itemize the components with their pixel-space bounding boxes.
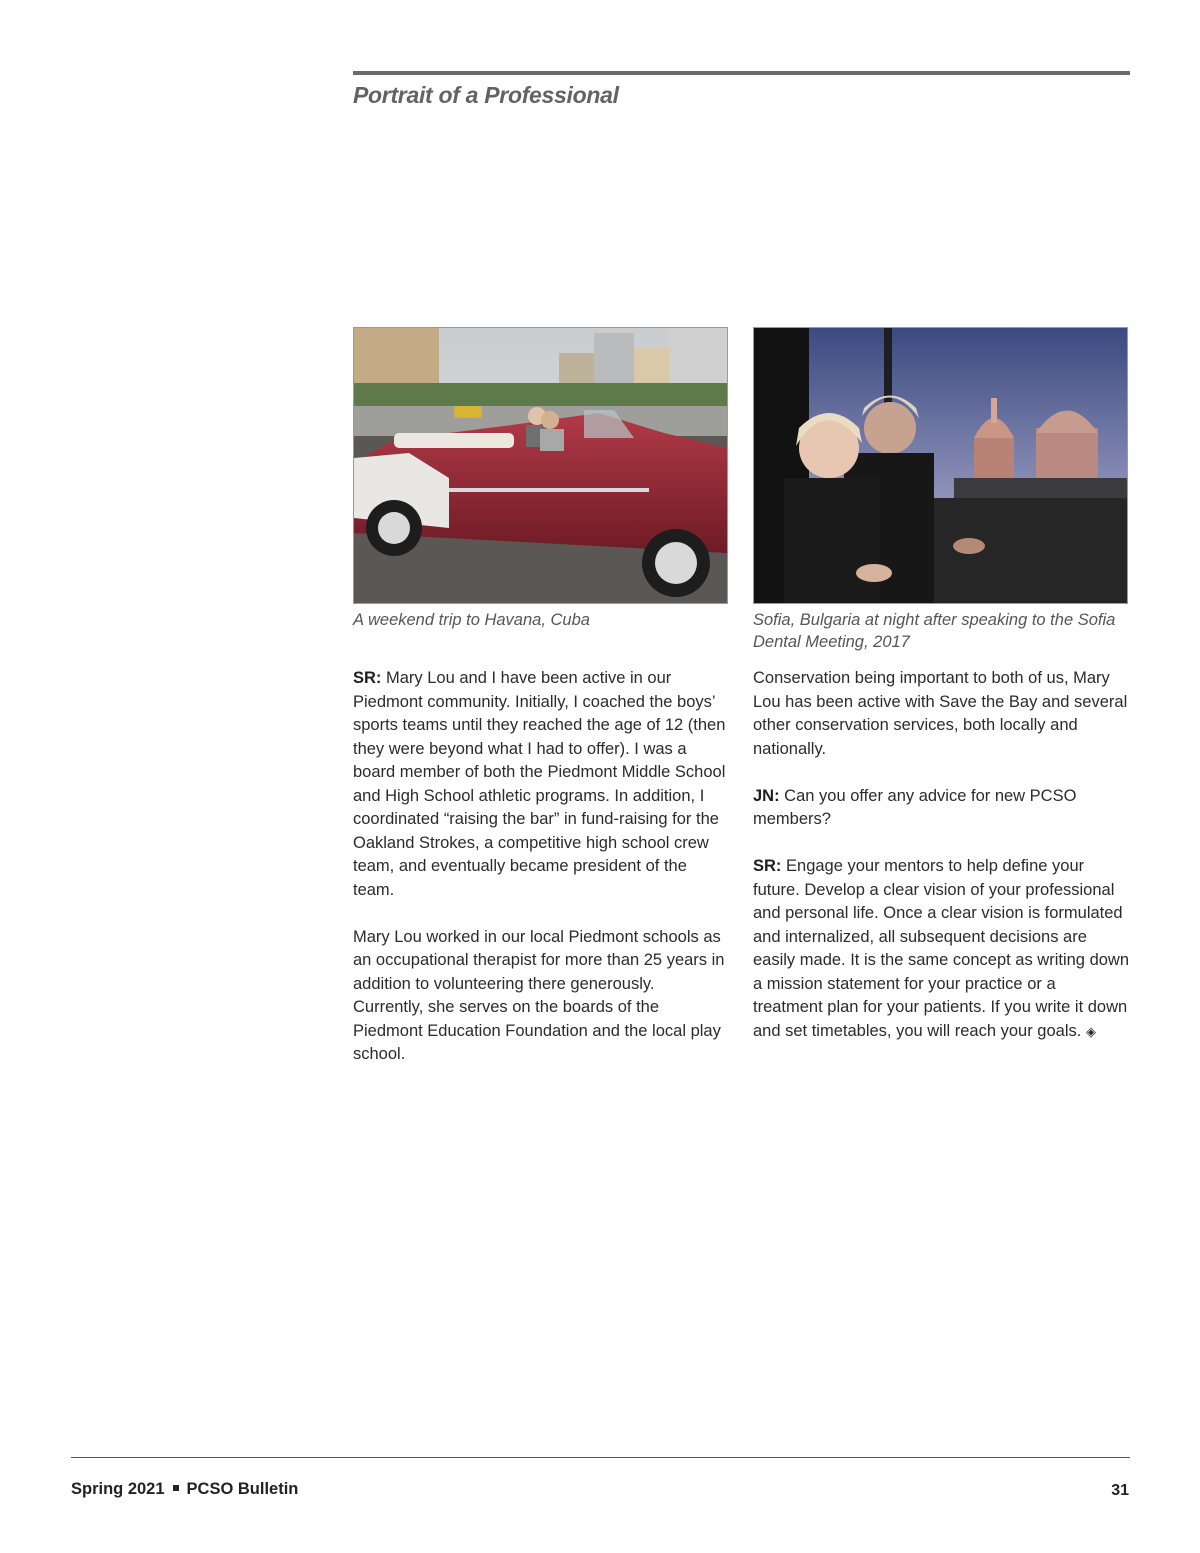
paragraph — [753, 785, 1129, 832]
square-bullet-icon — [173, 1485, 179, 1491]
havana-photo — [353, 327, 728, 604]
paragraph — [753, 667, 1129, 761]
footer-title: PCSO Bulletin — [186, 1480, 299, 1498]
end-mark-icon: ◈ — [1085, 1023, 1096, 1039]
paragraph-text: Engage your mentors to help define your future. Develop a clear vision of your professional and personal life. Once a clear vision is formulated and internalized, all subsequent decisions are easily made. It is the same concept as writing down a mission statement for your practice or a treatment plan for your patients. If you write it down and set timetables, you will reach your goals. — [753, 857, 1130, 1040]
paragraph — [353, 926, 729, 1067]
footer-publication — [71, 1480, 298, 1499]
footer-rule — [71, 1457, 1130, 1458]
havana-caption: A weekend trip to Havana, Cuba — [353, 611, 590, 629]
speaker-label: SR: — [353, 669, 382, 687]
speaker-label: SR: — [753, 857, 782, 875]
paragraph — [353, 667, 729, 902]
sofia-photo — [753, 327, 1128, 604]
article-right-column — [753, 667, 1129, 1067]
sofia-caption: Sofia, Bulgaria at night after speaking to the Sofia Dental Meeting, 2017 — [753, 611, 1116, 651]
page-number: 31 — [1111, 1482, 1129, 1499]
paragraph-text: Mary Lou worked in our local Piedmont schools as an occupational therapist for more than 25 years in addition to volunteering there generously. Currently, she serves on the boards of the Piedmont Education Foundation and the local play school. — [353, 927, 725, 1063]
section-title: Portrait of a Professional — [353, 82, 619, 108]
paragraph-text: Conservation being important to both of us, Mary Lou has been active with Save the Bay and several other conservation services, both locally and nationally. — [753, 669, 1128, 758]
top-rule — [353, 71, 1130, 75]
paragraph-text: Mary Lou and I have been active in our Piedmont community. Initially, I coached the boys’ sports teams until they reached the age of 12 (then they were beyond what I had to offer). I was a board member of both the Piedmont Middle School and High School athletic programs. In addition, I coordinated “raising the bar” in fund-raising for the Oakland Strokes, a competitive high school crew team, and eventually became president of the team. — [353, 669, 726, 899]
paragraph-text: Can you offer any advice for new PCSO members? — [753, 786, 1077, 828]
paragraph — [753, 855, 1129, 1043]
article-left-column — [353, 667, 729, 1090]
footer-season: Spring 2021 — [71, 1480, 165, 1498]
speaker-label: JN: — [753, 786, 780, 805]
